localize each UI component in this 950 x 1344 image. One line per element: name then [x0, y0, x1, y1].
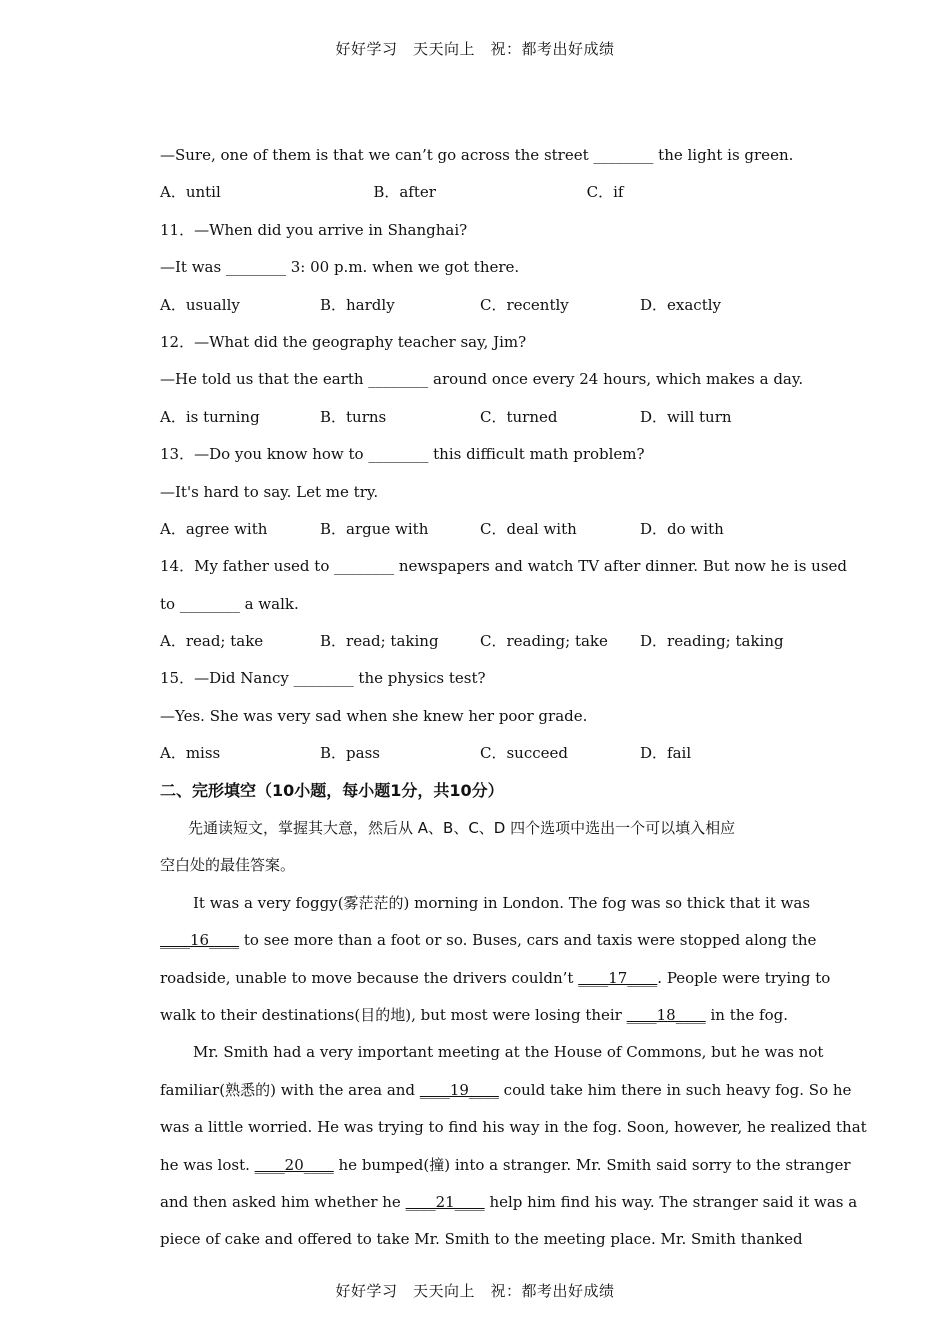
- q12-answer-line: —He told us that the earth ________ around once every 24 hours, which makes a day.: [160, 370, 804, 389]
- q13-option-a[interactable]: A．agree with: [160, 519, 268, 538]
- passage-p2-line3: was a little worried. He was trying to find his way in the fog. Soon, however, he realized that: [160, 1118, 867, 1137]
- passage-text: help him find his way. The stranger said it was a: [484, 1192, 858, 1211]
- q11-option-a[interactable]: A．usually: [160, 295, 240, 314]
- passage-text: he was lost.: [160, 1155, 255, 1174]
- q11-options: [160, 294, 800, 331]
- passage-p2-line1: Mr. Smith had a very important meeting at the House of Commons, but he was not: [193, 1043, 824, 1062]
- q13-option-b[interactable]: B．argue with: [320, 519, 429, 538]
- q10-option-b[interactable]: B．after: [373, 183, 436, 202]
- q12-question: 12．—What did the geography teacher say, Jim?: [160, 332, 527, 351]
- blank-19[interactable]: ____19____: [419, 1080, 499, 1099]
- q13-question: 13．—Do you know how to ________ this difficult math problem?: [160, 445, 645, 464]
- passage-p2-line5: [160, 1191, 858, 1228]
- passage-text: . People were trying to: [657, 968, 831, 987]
- passage-p1-line3: [160, 967, 831, 1004]
- q12-option-c[interactable]: C．turned: [480, 407, 558, 426]
- q15-option-b[interactable]: B．pass: [320, 744, 380, 763]
- q14-option-d[interactable]: D．reading; taking: [640, 632, 784, 651]
- blank-16[interactable]: ____16____: [160, 931, 240, 950]
- passage-text: walk to their destinations(目的地), but most were losing their: [160, 1005, 627, 1024]
- page-content: [160, 144, 867, 1266]
- q15-answer-line: —Yes. She was very sad when she knew her poor grade.: [160, 706, 588, 725]
- passage-text: familiar(熟悉的) with the area and: [160, 1080, 420, 1099]
- q12-option-b[interactable]: B．turns: [320, 407, 387, 426]
- passage-text: and then asked him whether he: [160, 1192, 406, 1211]
- passage-p1-line2: [160, 929, 817, 966]
- passage-text: to see more than a foot or so. Buses, cars and taxis were stopped along the: [239, 931, 817, 950]
- q15-option-d[interactable]: D．fail: [640, 744, 692, 763]
- passage-p2-line4: [160, 1154, 851, 1191]
- q15-question: 15．—Did Nancy ________ the physics test?: [160, 669, 486, 688]
- passage-p1-line4: [160, 1004, 800, 1041]
- q11-option-b[interactable]: B．hardly: [320, 295, 395, 314]
- q11-option-c[interactable]: C．recently: [480, 295, 569, 314]
- q14-question-line2: to ________ a walk.: [160, 594, 299, 613]
- q14-option-b[interactable]: B．read; taking: [320, 632, 439, 651]
- blank-18[interactable]: ____18____: [626, 1005, 706, 1024]
- section-instruction-line1: 先通读短文，掌握其大意，然后从 A、B、C、D 四个选项中选出一个可以填入相应: [188, 819, 736, 838]
- q15-options: [160, 742, 800, 779]
- q11-option-d[interactable]: D．exactly: [640, 295, 722, 314]
- q11-question: 11．—When did you arrive in Shanghai?: [160, 220, 468, 239]
- section-title: 二、完形填空（10小题，每小题1分，共10分）: [160, 780, 504, 800]
- passage-p1-line1: It was a very foggy(雾茫茫的) morning in London. The fog was so thick that it was: [193, 893, 811, 912]
- q14-option-a[interactable]: A．read; take: [160, 632, 264, 651]
- q13-option-d[interactable]: D．do with: [640, 519, 724, 538]
- q14-option-c[interactable]: C．reading; take: [480, 632, 608, 651]
- q12-options: [160, 406, 800, 443]
- blank-20[interactable]: ____20____: [254, 1155, 334, 1174]
- page-header: 好好学习 天天向上 祝：都考出好成绩: [335, 40, 615, 58]
- passage-text: roadside, unable to move because the drivers couldn’t: [160, 968, 579, 987]
- passage-text: could take him there in such heavy fog. So he: [498, 1080, 852, 1099]
- passage-p2-line2: [160, 1079, 852, 1116]
- q10-options: [160, 181, 800, 218]
- q14-question-line1: 14．My father used to ________ newspapers and watch TV after dinner. But now he is used: [160, 557, 848, 576]
- q10-option-a[interactable]: A．until: [160, 183, 221, 202]
- q14-options: [160, 630, 800, 667]
- page-footer: 好好学习 天天向上 祝：都考出好成绩: [335, 1282, 615, 1300]
- q13-answer-line: —It's hard to say. Let me try.: [160, 482, 379, 501]
- section-instruction-line2: 空白处的最佳答案。: [160, 856, 296, 875]
- q12-option-a[interactable]: A．is turning: [160, 407, 260, 426]
- q13-options: [160, 518, 800, 555]
- q10-option-c[interactable]: C．if: [586, 183, 624, 202]
- q10-answer-line: —Sure, one of them is that we can’t go across the street ________ the light is green.: [160, 146, 794, 164]
- q15-option-c[interactable]: C．succeed: [480, 744, 568, 763]
- q15-option-a[interactable]: A．miss: [160, 744, 221, 763]
- q13-option-c[interactable]: C．deal with: [480, 519, 577, 538]
- blank-17[interactable]: ____17____: [578, 968, 658, 987]
- passage-text: in the fog.: [705, 1005, 788, 1024]
- passage-text: he bumped(撞) into a stranger. Mr. Smith said sorry to the stranger: [333, 1155, 851, 1174]
- q12-option-d[interactable]: D．will turn: [640, 407, 732, 426]
- q11-answer-line: —It was ________ 3: 00 p.m. when we got there.: [160, 258, 520, 277]
- passage-p2-line6: piece of cake and offered to take Mr. Smith to the meeting place. Mr. Smith thanked: [160, 1230, 803, 1249]
- blank-21[interactable]: ____21____: [405, 1192, 485, 1211]
